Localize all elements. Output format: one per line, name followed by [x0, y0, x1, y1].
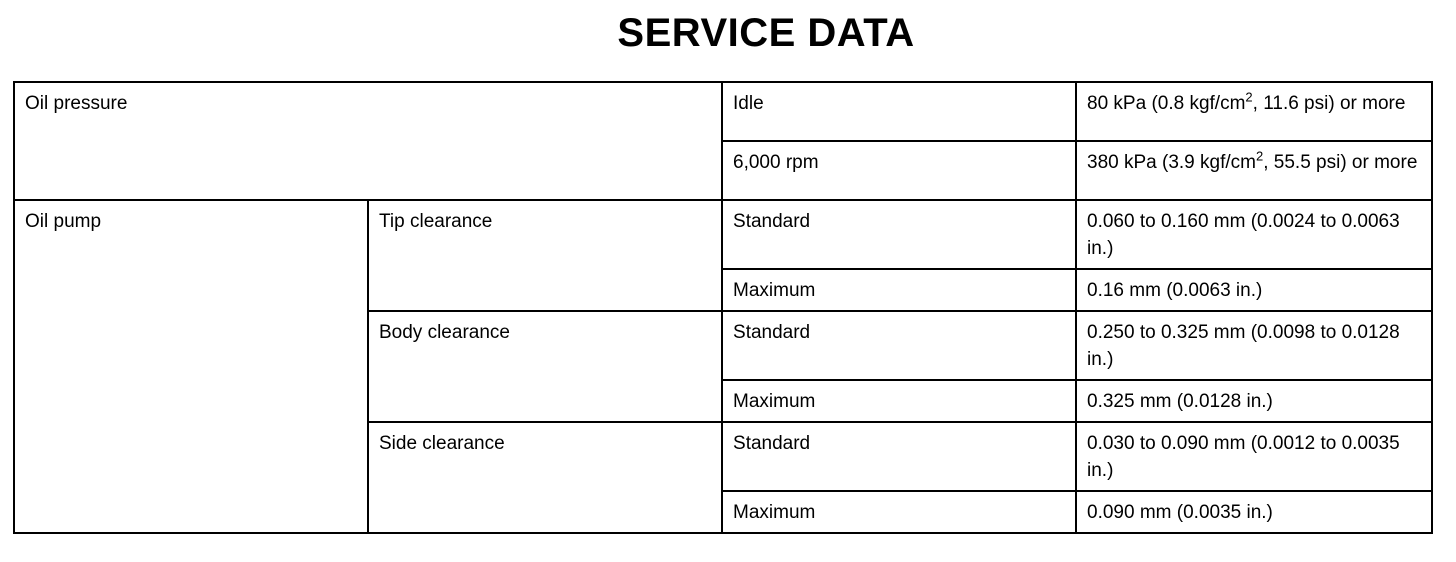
body-clearance-standard-value: 0.250 to 0.325 mm (0.0098 to 0.0128 in.) — [1076, 311, 1432, 380]
body-clearance-label: Body clearance — [368, 311, 722, 422]
table-row — [14, 82, 1432, 141]
oil-pressure-idle-value-main: 80 kPa (0.8 kgf/cm — [1087, 93, 1246, 114]
body-clearance-maximum-value: 0.325 mm (0.0128 in.) — [1076, 380, 1432, 422]
oil-pressure-rpm-value-main: 380 kPa (3.9 kgf/cm — [1087, 152, 1256, 173]
tip-clearance-maximum-value: 0.16 mm (0.0063 in.) — [1076, 269, 1432, 311]
tip-clearance-standard-label: Standard — [722, 200, 1076, 269]
oil-pump-label: Oil pump — [14, 200, 368, 533]
oil-pressure-idle-value-rest: , 11.6 psi) or more — [1252, 93, 1406, 114]
service-data-table — [13, 81, 1433, 534]
oil-pressure-rpm-value-rest: , 55.5 psi) or more — [1263, 152, 1418, 173]
oil-pressure-rpm-value — [1076, 141, 1432, 200]
side-clearance-maximum-value: 0.090 mm (0.0035 in.) — [1076, 491, 1432, 533]
page-title: SERVICE DATA — [617, 11, 915, 55]
side-clearance-standard-label: Standard — [722, 422, 1076, 491]
oil-pressure-label: Oil pressure — [14, 82, 722, 200]
side-clearance-maximum-label: Maximum — [722, 491, 1076, 533]
tip-clearance-label: Tip clearance — [368, 200, 722, 311]
oil-pressure-idle-value-superscript: 2 — [1245, 89, 1253, 105]
oil-pressure-rpm-value-superscript: 2 — [1255, 148, 1264, 164]
tip-clearance-maximum-label: Maximum — [722, 269, 1076, 311]
body-clearance-maximum-label: Maximum — [722, 380, 1076, 422]
table-row — [14, 200, 1432, 269]
side-clearance-label: Side clearance — [368, 422, 722, 533]
body-clearance-standard-label: Standard — [722, 311, 1076, 380]
oil-pressure-idle-condition: Idle — [722, 82, 1076, 141]
tip-clearance-standard-value: 0.060 to 0.160 mm (0.0024 to 0.0063 in.) — [1076, 200, 1432, 269]
oil-pressure-idle-value — [1076, 82, 1432, 141]
oil-pressure-rpm-condition: 6,000 rpm — [722, 141, 1076, 200]
side-clearance-standard-value: 0.030 to 0.090 mm (0.0012 to 0.0035 in.) — [1076, 422, 1432, 491]
